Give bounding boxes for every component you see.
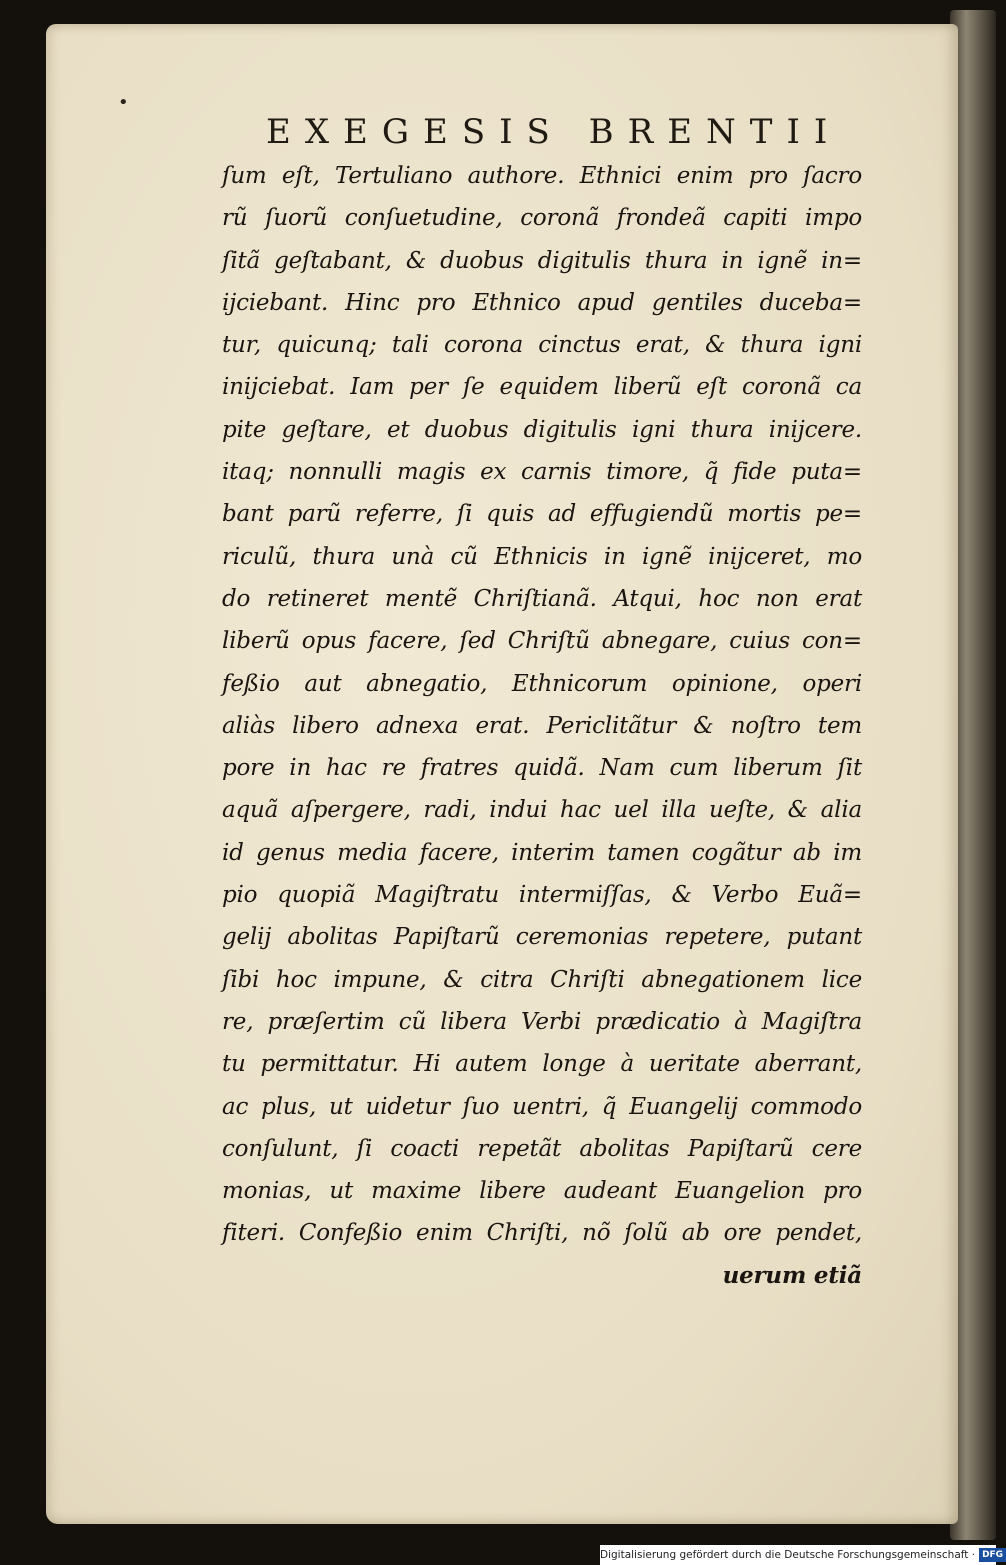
text-line: gelij abolitas Papiſtarũ ceremonias repetere, putant: [222, 924, 862, 951]
text-line: liberũ opus facere, ſed Chriſtũ abnegare, cuius con=: [222, 628, 862, 655]
digitization-credit: [600, 1545, 1004, 1565]
text-line: aquã aſpergere, radi, indui hac uel illa ueſte, & alia: [222, 797, 862, 824]
catchword: uerum etiã: [722, 1261, 862, 1289]
credit-text: Digitalisierung gefördert durch die Deutsche Forschungsgemeinschaft ·: [600, 1549, 976, 1561]
text-line: aliàs libero adnexa erat. Periclitãtur & noſtro tem: [222, 712, 862, 739]
text-line: bant parũ referre, ſi quis ad effugiendũ mortis pe=: [222, 501, 862, 528]
text-line: rũ ſuorũ conſuetudine, coronã frondeã capiti impo: [222, 205, 862, 232]
text-line: itaq; nonnulli magis ex carnis timore, q̃ fide puta=: [222, 459, 862, 486]
page-mark: •: [118, 92, 129, 113]
text-line: id genus media facere, interim tamen cogãtur ab im: [222, 839, 862, 866]
text-line: monias, ut maxime libere audeant Euangelion pro: [222, 1178, 862, 1205]
text-line: tu permittatur. Hi autem longe à ueritate aberrant,: [222, 1051, 862, 1078]
text-line: riculũ, thura unà cũ Ethnicis in ignẽ inijceret, mo: [222, 543, 862, 570]
text-line: re, præſertim cũ libera Verbi prædicatio à Magiſtra: [222, 1008, 862, 1035]
text-line: ac plus, ut uidetur ſuo uentri, q̃ Euangelij commodo: [222, 1093, 862, 1120]
text-line: pore in hac re fratres quidã. Nam cum liberum ſit: [222, 755, 862, 782]
body-text: [222, 155, 862, 1297]
text-line: do retineret mentẽ Chriſtianã. Atqui, hoc non erat: [222, 585, 862, 612]
text-line: fiteri. Confeßio enim Chriſti, nõ ſolũ ab ore pendet,: [222, 1220, 862, 1247]
text-line: pite geſtare, et duobus digitulis igni thura inijcere.: [222, 416, 862, 443]
text-line: inijciebat. Iam per ſe equidem liberũ eſt coronã ca: [222, 374, 862, 401]
text-line: pio quopiã Magiſtratu intermiſſas, & Verbo Euã=: [222, 882, 862, 909]
running-head: EXEGESIS BRENTII: [266, 112, 842, 152]
text-line: ſitã geſtabant, & duobus digitulis thura in ignẽ in=: [222, 247, 862, 274]
text-line: conſulunt, ſi coacti repetãt abolitas Papiſtarũ cere: [222, 1135, 862, 1162]
dfg-logo: DFG: [979, 1548, 1006, 1562]
text-line: ijciebant. Hinc pro Ethnico apud gentiles duceba=: [222, 289, 862, 316]
text-line: feßio aut abnegatio, Ethnicorum opinione, operi: [222, 670, 862, 697]
text-line: tur, quicunq; tali corona cinctus erat, & thura igni: [222, 332, 862, 359]
text-line: ſibi hoc impune, & citra Chriſti abnegationem lice: [222, 966, 862, 993]
text-line: ſum eſt, Tertuliano authore. Ethnici enim pro ſacro: [222, 163, 862, 189]
